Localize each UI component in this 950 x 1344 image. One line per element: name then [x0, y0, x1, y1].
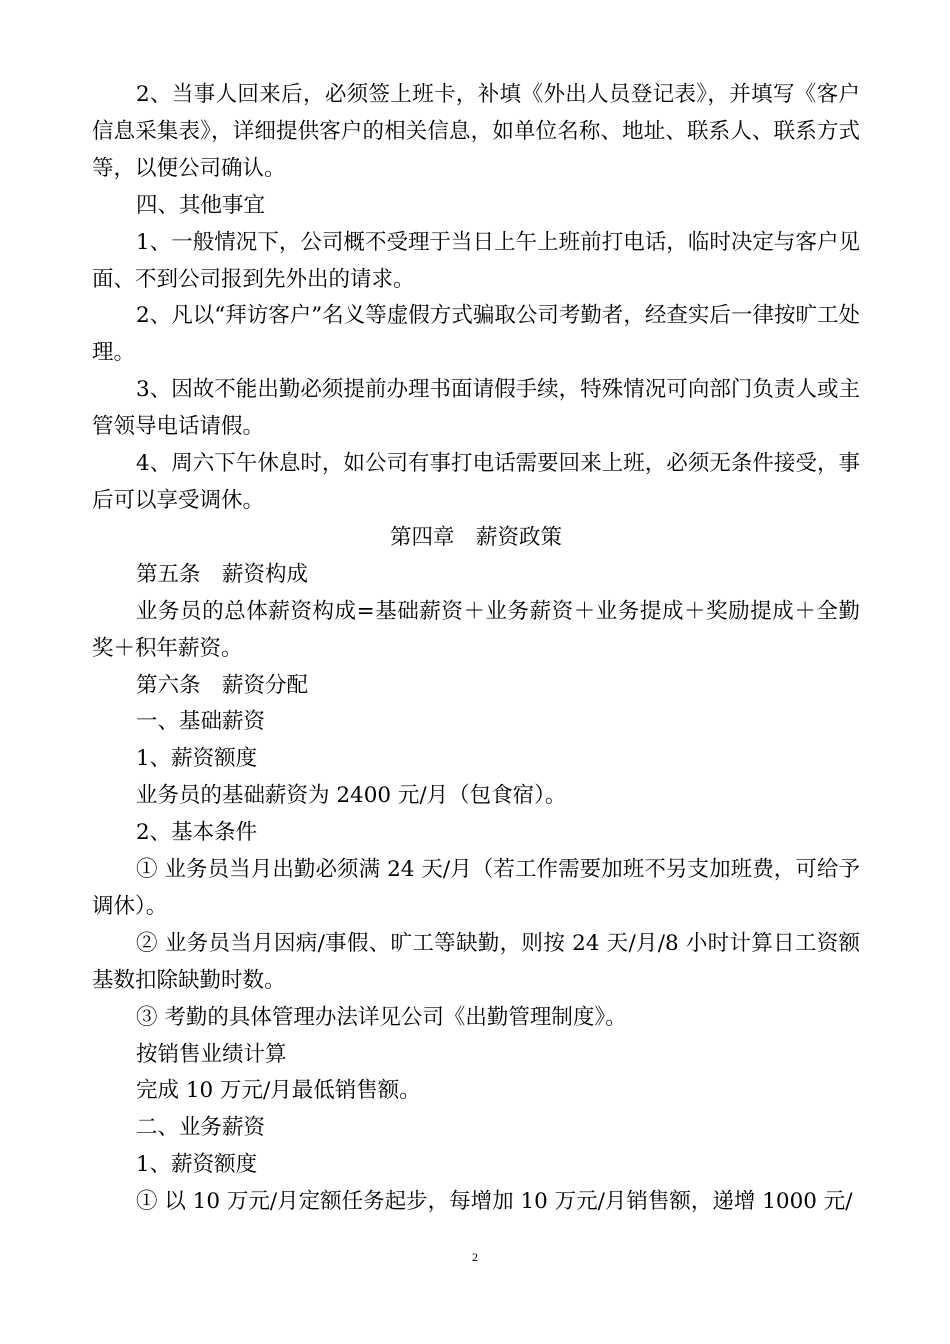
paragraph-business-salary-1: ① 以 10 万元/月定额任务起步，每增加 10 万元/月销售额，递增 1000 元/: [136, 1189, 853, 1215]
paragraph-condition-2: ② 业务员当月因病/事假、旷工等缺勤，则按 24 天/月/8 小时计算日工资额基数扣除缺勤时数。: [92, 930, 860, 993]
paragraph-min-sales: 完成 10 万元/月最低销售额。: [136, 1078, 421, 1104]
paragraph-other-3: 3、因故不能出勤必须提前办理书面请假手续，特殊情况可向部门负责人或主管领导电话请假。: [92, 377, 860, 440]
paragraph-salary-composition: 业务员的总体薪资构成=基础薪资＋业务薪资＋业务提成＋奖励提成＋全勤奖＋积年薪资。: [92, 598, 860, 661]
subheading-salary-amount: 1、薪资额度: [136, 746, 258, 772]
article-5-heading: 第五条 薪资构成: [136, 561, 309, 587]
document-body: [92, 77, 860, 1221]
paragraph-other-4: 4、周六下午休息时，如公司有事打电话需要回来上班，必须无条件接受，事后可以享受调休。: [92, 451, 860, 513]
paragraph-condition-3: ③ 考勤的具体管理办法详见公司《出勤管理制度》。: [136, 1004, 627, 1030]
section-heading-business-salary: 二、业务薪资: [136, 1115, 266, 1141]
subheading-salary-amount-2: 1、薪资额度: [136, 1152, 258, 1178]
page-number: 2: [472, 1250, 478, 1264]
paragraph-by-sales: 按销售业绩计算: [136, 1041, 287, 1067]
section-heading-base-salary: 一、基础薪资: [136, 709, 266, 735]
article-6-heading: 第六条 薪资分配: [136, 672, 309, 698]
paragraph-base-salary-amount: 业务员的基础薪资为 2400 元/月（包食宿）。: [136, 783, 567, 809]
section-heading-other-matters: 四、其他事宜: [136, 192, 266, 218]
subheading-basic-conditions: 2、基本条件: [136, 820, 258, 846]
paragraph-condition-1: ① 业务员当月出勤必须满 24 天/月（若工作需要加班不另支加班费，可给予调休）。: [92, 857, 860, 919]
chapter-heading: 第四章 薪资政策: [389, 524, 562, 550]
paragraph-return-signin: 2、当事人回来后，必须签上班卡，补填《外出人员登记表》，并填写《客户信息采集表》，详细提供客户的相关信息，如单位名称、地址、联系人、联系方式等，以便公司确认。: [92, 82, 860, 181]
paragraph-other-1: 1、一般情况下，公司概不受理于当日上午上班前打电话，临时决定与客户见面、不到公司报到先外出的请求。: [92, 229, 860, 292]
paragraph-other-2: 2、凡以“拜访客户”名义等虚假方式骗取公司考勤者，经查实后一律按旷工处理。: [92, 303, 860, 366]
